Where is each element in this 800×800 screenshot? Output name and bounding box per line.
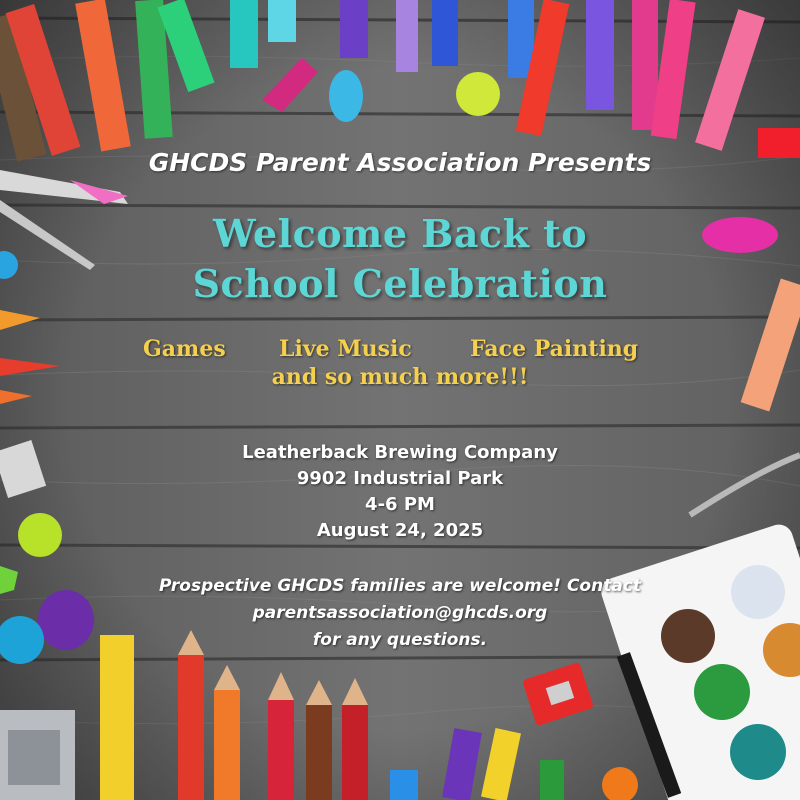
activities-more: and so much more!!!: [271, 364, 529, 390]
presenter-heading: GHCDS Parent Association Presents: [148, 148, 652, 177]
event-address: 9902 Industrial Park: [296, 468, 504, 489]
contact-email[interactable]: parentsassociation@ghcds.org: [252, 603, 548, 623]
event-date: August 24, 2025: [316, 520, 484, 541]
event-venue: Leatherback Brewing Company: [242, 442, 558, 463]
activity-live-music: Live Music: [279, 336, 412, 362]
event-time: 4-6 PM: [365, 494, 435, 515]
questions-note: for any questions.: [312, 630, 488, 650]
prospective-note: Prospective GHCDS families are welcome! Contact: [158, 576, 642, 596]
event-title-line1: Welcome Back to: [212, 211, 588, 256]
activity-games: Games: [143, 336, 226, 362]
activity-face-painting: Face Painting: [470, 336, 639, 362]
event-title-line2: School Celebration: [192, 261, 608, 306]
